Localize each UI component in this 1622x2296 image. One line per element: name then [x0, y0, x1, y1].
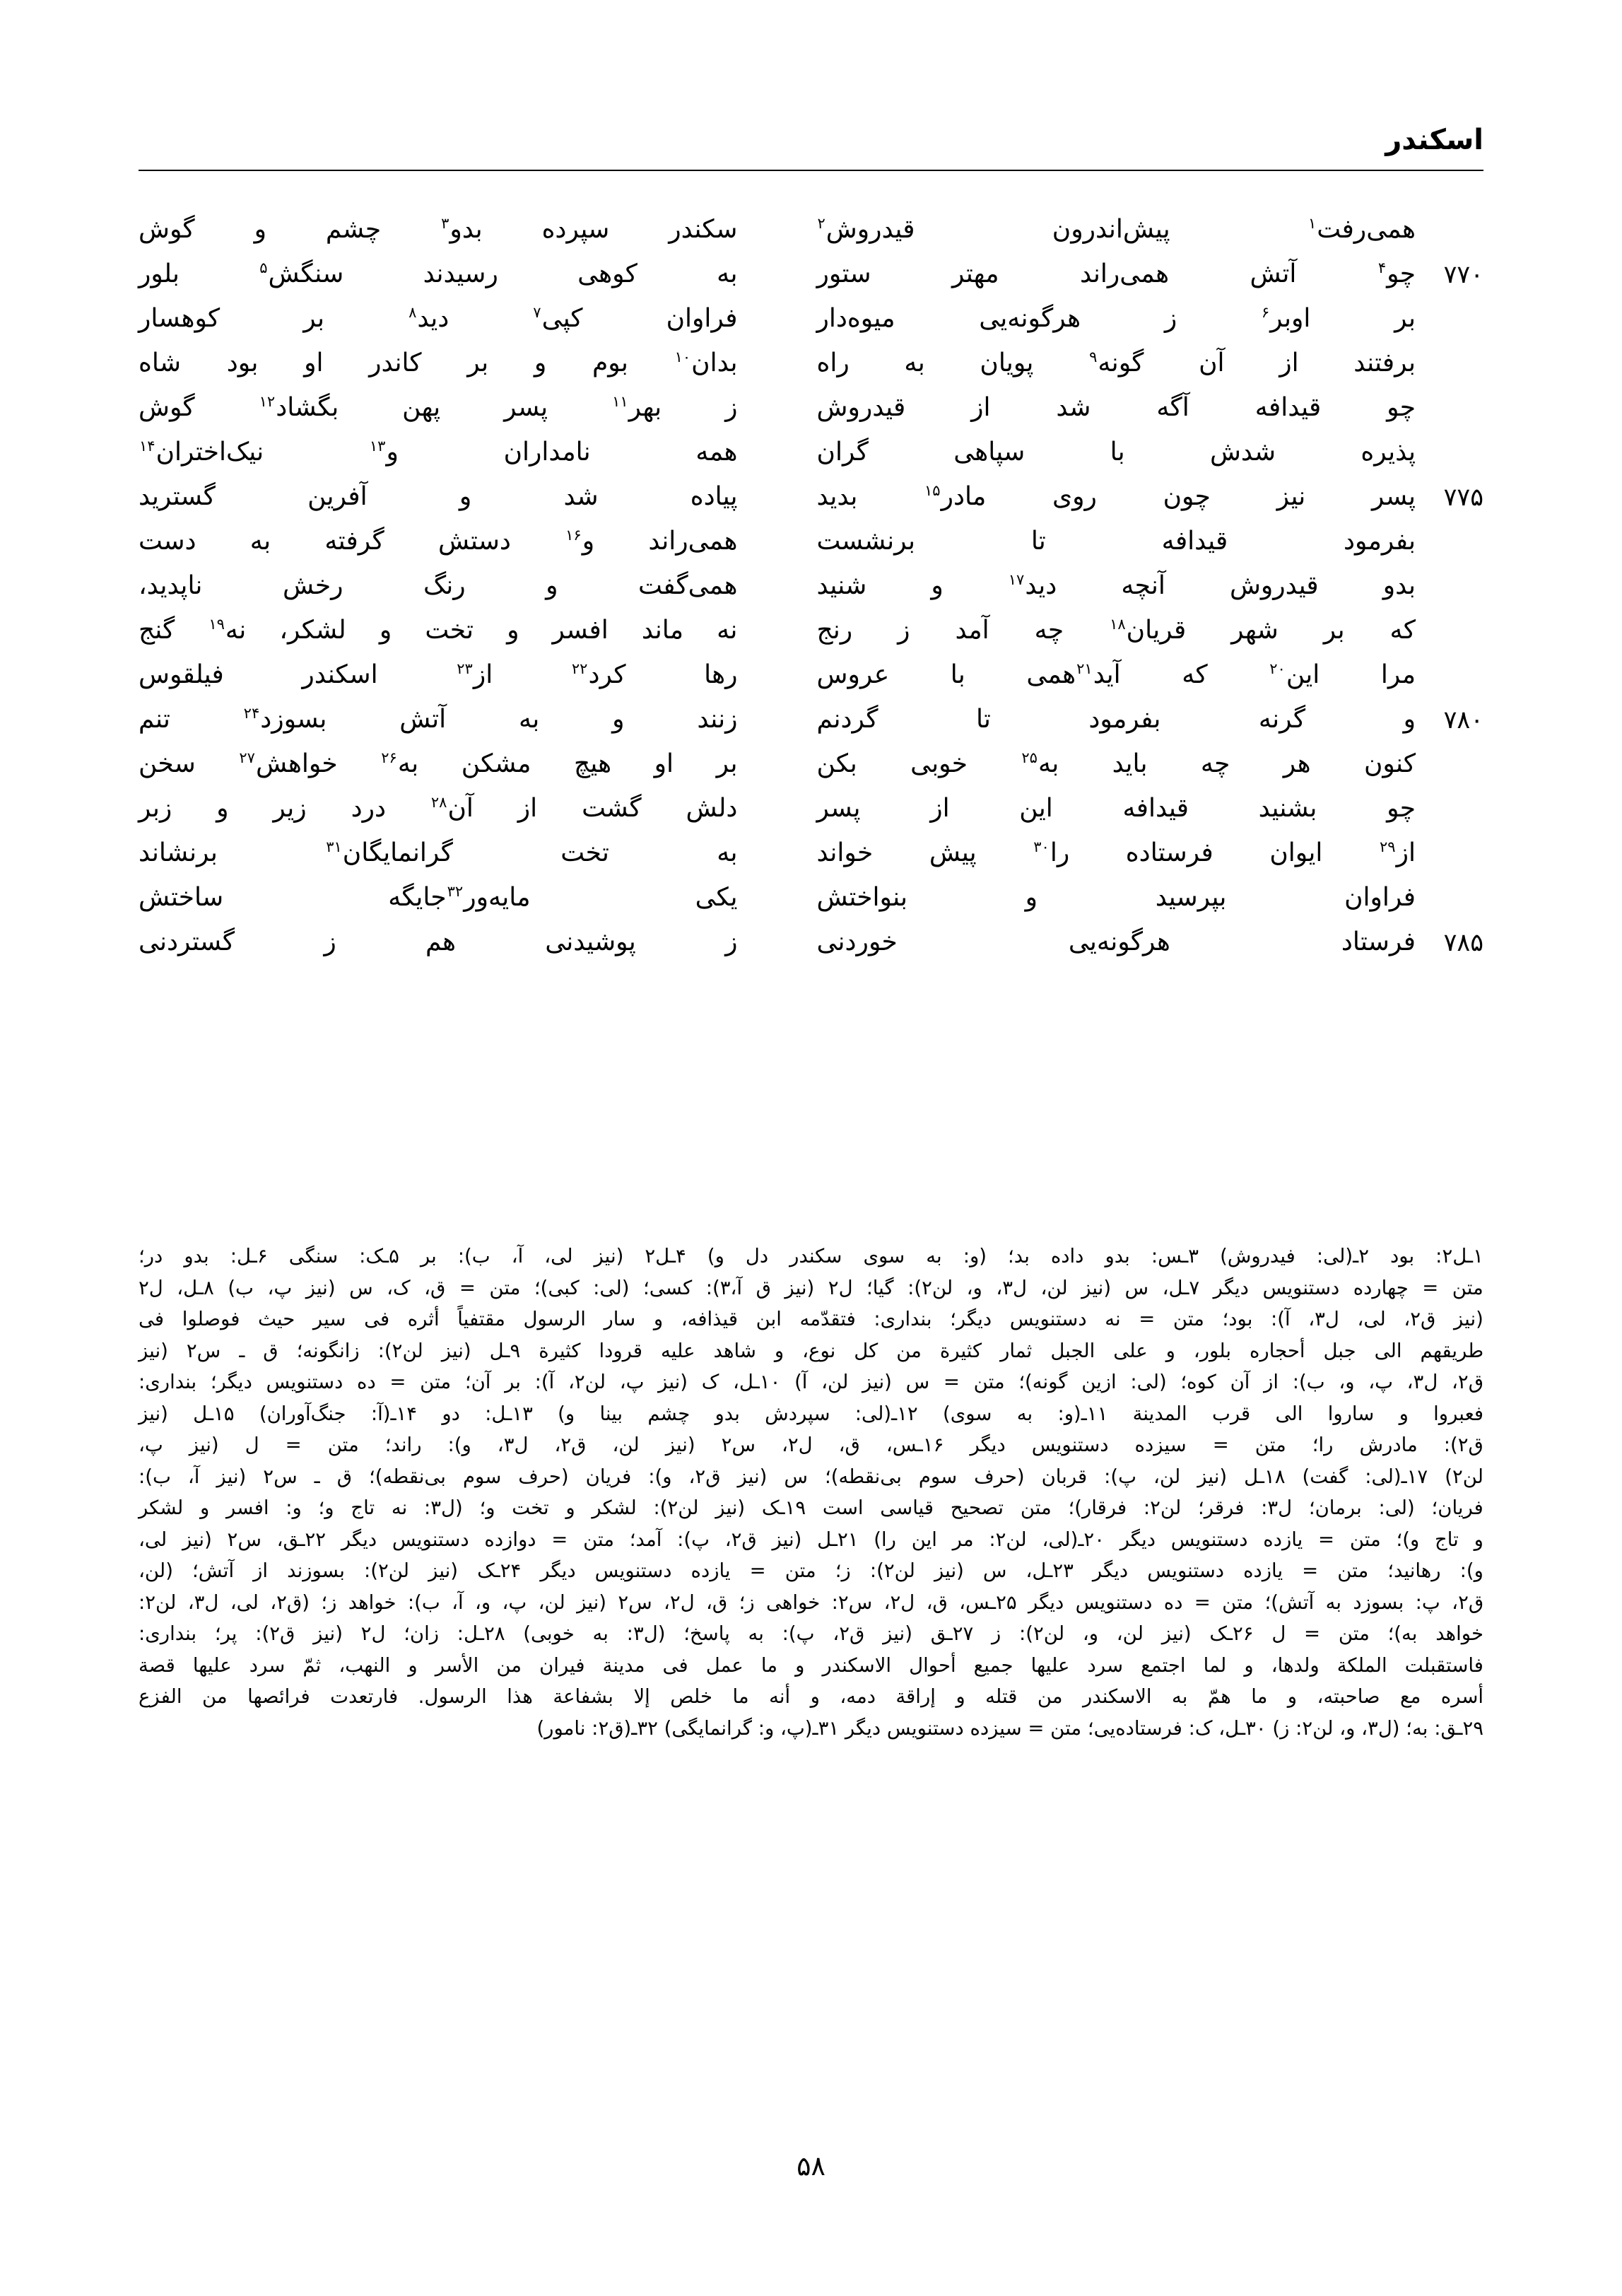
folio-number: ۵۸ [797, 2150, 825, 2181]
hemistich-second: ز پوشیدنی هم ز گستردنی [139, 927, 738, 956]
verse-row [139, 390, 1483, 435]
verse-row [139, 479, 1483, 524]
verse-row [139, 836, 1483, 880]
verse-row [139, 613, 1483, 657]
hemistich-first: بر اوبر$^۶$ ز هرگونه‌یی میوه‌دار [816, 304, 1416, 333]
apparatus-line: فعبروا و ساروا الی قرب المدینة ۱۱ـ(و: به سوی) ۱۲ـ(لی: سپردش بدو چشم بینا و) ۱۳ـل: دو ۱۴ـ(آ: جنگ‌آوران) ۱۵ـل (نیز [139, 1402, 1483, 1425]
verse-line-number [1416, 301, 1483, 305]
running-head-title: اسکندر [1385, 124, 1483, 156]
hemistich-second: فراوان کپی$^۷$ دید$^۸$ بر کوهسار [139, 304, 738, 333]
apparatus-line: خواهد به)؛ متن = ل ۲۶ـک (نیز لن، و، لن۲): ز ۲۷ـق (نیز ق۲، پ): به پاسخ؛ (ل۳: به خوبی) ۲۸ـل: زان؛ ل۲ (نیز ق۲): پر؛ بنداری: [139, 1622, 1483, 1645]
verse-row [139, 880, 1483, 925]
hemistich-second: بر او هیچ مشکن به$^{۲۶}$ خواهش$^{۲۷}$ سخن [139, 749, 738, 778]
hemistich-first: که بر شهر قریان$^{۱۸}$ چه آمد ز رنج [816, 616, 1416, 645]
verse-row [139, 791, 1483, 836]
hemistich-first: و گرنه بفرمود تا گردنم [816, 705, 1416, 734]
hemistich-second: پیاده شد و آفرین گسترید [139, 482, 738, 511]
apparatus-line: و): رهانید؛ متن = یازده دستنویس دیگر ۲۳ـل، س (نیز لن۲): ز؛ متن = یازده دستنویس دیگر ۲۴ـک (نیز لن۲): بسوزند از آتش؛ (لن، [139, 1559, 1483, 1582]
verse-row [139, 435, 1483, 479]
hemistich-second: دلش گشت از آن$^{۲۸}$ درد زیر و زبر [139, 794, 738, 823]
verse-block [139, 212, 1483, 969]
hemistich-second: یکی مایه‌ور$^{۳۲}$جایگه ساختش [139, 883, 738, 912]
apparatus-line: ق۲، ل۳، پ، و، ب): از آن کوه؛ (لی: ازین گونه)؛ متن = س (نیز لن، آ) ۱۰ـل، ک (نیز پ، لن۲، آ): بر آن؛ متن = ده دستنویس دیگر؛ بنداری: [139, 1371, 1484, 1393]
verse-row [139, 746, 1483, 791]
hemistich-second: به کوهی رسیدند سنگش$^۵$ بلور [139, 259, 738, 288]
verse-line-number [1416, 613, 1483, 617]
verse-line-number [1416, 657, 1483, 662]
hemistich-first: چو قیدافه آگه شد از قیدروش [816, 393, 1416, 422]
verse-row [139, 524, 1483, 568]
hemistich-first: چو$^۴$ آتش همی‌راند مهتر ستور [816, 259, 1416, 288]
verse-row [139, 257, 1483, 301]
hemistich-first: پذیره شدش با سپاهی گران [816, 438, 1416, 467]
hemistich-second: همه نامداران و$^{۱۳}$ نیک‌اختران$^{۱۴}$ [139, 438, 738, 467]
verse-line-number [1416, 568, 1483, 573]
apparatus-line: لن۲) ۱۷ـ(لی: گفت) ۱۸ـل (نیز لن، پ): قربان (حرف سوم بی‌نقطه)؛ س (نیز ق۲، و): فریان (حرف سوم بی‌نقطه)؛ ق ـ س۲ (نیز آ، ب): [139, 1465, 1484, 1488]
apparatus-line: ۱ـل۲: بود ۲ـ(لی: فیدروش) ۳ـس: بدو داده بد؛ (و: به سوی سکندر دل و) ۴ـل۲ (نیز لی، آ، ب): بر ۵ـک: سنگی ۶ـل: بدو در؛ [139, 1245, 1483, 1267]
hemistich-first: فراوان بپرسید و بنواختش [816, 883, 1416, 912]
hemistich-first: چو بشنید قیدافه این از پسر [816, 794, 1416, 823]
hemistich-second: ز بهر$^{۱۱}$ پسر پهن بگشاد$^{۱۲}$ گوش [139, 393, 738, 422]
verse-row [139, 301, 1483, 346]
verse-row [139, 346, 1483, 390]
verse-row [139, 568, 1483, 613]
verse-line-number [1416, 212, 1483, 216]
verse-line-number [1416, 346, 1483, 350]
apparatus-line: فریان؛ (لی: برمان؛ ل۳: فرقر؛ لن۲: فرقار)؛ متن تصحیح قیاسی است ۱۹ـک (نیز لن۲): لشکر و تخت و؛ (ل۳: نه تاج و؛ و: افسر و لشکر [139, 1496, 1483, 1519]
hemistich-second: همی‌گفت و رنگ رخش ناپدید، [139, 571, 738, 600]
hemistich-second: بدان$^{۱۰}$ بوم و بر کاندر او بود شاه [139, 348, 738, 377]
verse-line-number [1416, 836, 1483, 840]
hemistich-first: مرا این$^{۲۰}$ که آید$^{۲۱}$همی با عروس [816, 660, 1416, 689]
hemistich-second: زنند و به آتش بسوزد$^{۲۴}$ تنم [139, 705, 738, 734]
hemistich-second: همی‌راند و$^{۱۶}$ دستش گرفته به دست [139, 527, 738, 556]
verse-line-number [1416, 791, 1483, 795]
verse-row [139, 212, 1483, 257]
verse-line-number: ۷۷۵ [1443, 484, 1483, 512]
header-divider-rule [139, 170, 1483, 171]
verse-line-number [1416, 435, 1483, 439]
apparatus-line: و تاج و)؛ متن = یازده دستنویس دیگر ۲۰ـ(لی، لن۲: مر این را) ۲۱ـل (نیز ق۲، پ): آمد؛ متن = دوازده دستنویس دیگر ۲۲ـق، س۲ (نیز لی، [139, 1528, 1483, 1551]
apparatus-line: طریقهم الی جبل أحجاره بلور، و علی الجبل ثمار کثیرة من کل نوع، و شاهد علیه قرودا کثیرة ۹ـل (نیز لن۲): زانگونه؛ ق ـ س۲ (نیز [139, 1339, 1484, 1362]
hemistich-first: همی‌رفت$^۱$ پیش‌اندرون قیدروش$^۲$ [817, 215, 1416, 244]
hemistich-second: نه ماند افسر و تخت و لشکر، نه$^{۱۹}$ گنج [139, 616, 738, 645]
hemistich-second: رها کرد$^{۲۲}$ از$^{۲۳}$ اسکندر فیلقوس [139, 660, 738, 689]
apparatus-line: متن = چهارده دستنویس دیگر ۷ـل، س (نیز لن، ل۳، و، لن۲): گیا؛ ل۲ (نیز ق آ،۳): کسی؛ (لی: کبی)؛ متن = ق، ک، س (نیز پ، ب) ۸ـل، ل۲ [139, 1276, 1483, 1299]
hemistich-first: پسر نیز چون روی مادر$^{۱۵}$ بدید [816, 482, 1416, 511]
verse-line-number [1416, 390, 1483, 394]
verse-line-number: ۷۸۰ [1443, 706, 1483, 734]
critical-apparatus-block [139, 1241, 1483, 1744]
apparatus-line: (نیز ق۲، لی، ل۳، آ): بود؛ متن = نه دستنویس دیگر؛ بنداری: فتقدّمه ابن قیذافه، و سار الرسول مقتفیاً أثره فی سیر حیث فوصلوا فی [139, 1308, 1483, 1330]
apparatus-line: ۲۹ـق: به؛ (ل۳، و، لن۲: ز) ۳۰ـل، ک: فرستاده‌یی؛ متن = سیزده دستنویس دیگر ۳۱ـ(پ، و: گرانمایگی) ۳۲ـ(ق۲: نامور) [536, 1716, 1483, 1740]
hemistich-first: فرستاد هرگونه‌یی خوردنی [816, 927, 1416, 956]
hemistich-first: بفرمود قیدافه تا برنشست [816, 527, 1416, 556]
apparatus-line: ق۲): مادرش را؛ متن = سیزده دستنویس دیگر ۱۶ـس، ق، ل۲، س۲ (نیز لن، ق۲، ل۳، و): راند؛ متن = ل (نیز پ، [139, 1434, 1483, 1456]
verse-row [139, 702, 1483, 746]
verse-line-number: ۷۸۵ [1443, 929, 1483, 957]
verse-row [139, 657, 1483, 702]
apparatus-line: أسره مع صاحبته، و ما همّ به الاسکندر من قتله و إراقة دمه، و أنه ما خلص إلا بشفاعة هذا الرسول. فارتعدت فرائصها من الفزع [139, 1685, 1484, 1708]
hemistich-second: سکندر سپرده بدو$^۳$ چشم و گوش [139, 215, 738, 244]
apparatus-line: فاستقبلت الملکة ولدها، و لما اجتمع سرد علیها جمیع أحوال الاسکندر و ما عمل فی مدینة فیران من الأسر و النهب، ثمّ سرد علیها قصة [139, 1653, 1483, 1677]
hemistich-first: از$^{۲۹}$ ایوان فرستاده را$^{۳۰}$ پیش خواند [816, 838, 1416, 867]
hemistich-first: کنون هر چه باید به$^{۲۵}$ خوبی بکن [816, 749, 1416, 778]
verse-line-number [1416, 524, 1483, 528]
verse-line-number [1416, 746, 1483, 751]
apparatus-line: ق۲، پ: بسوزد به آتش)؛ متن = ده دستنویس دیگر ۲۵ـس، ق، ل۲، س۲: خواهی ز؛ ق، ل۲، س۲ (نیز لن، پ، و، آ، ب): خواهد ز؛ (ق۲، لی، ل۳، لن۲: [139, 1591, 1484, 1614]
hemistich-first: بدو قیدروش آنچه دید$^{۱۷}$ و شنید [816, 571, 1416, 600]
verse-row [139, 925, 1483, 969]
hemistich-first: برفتند از آن گونه$^۹$ پویان به راه [816, 348, 1416, 377]
page-header [139, 126, 1483, 189]
verse-line-number: ۷۷۰ [1443, 261, 1483, 289]
verse-line-number [1416, 880, 1483, 884]
hemistich-second: به تخت گرانمایگان$^{۳۱}$ برنشاند [139, 838, 738, 867]
